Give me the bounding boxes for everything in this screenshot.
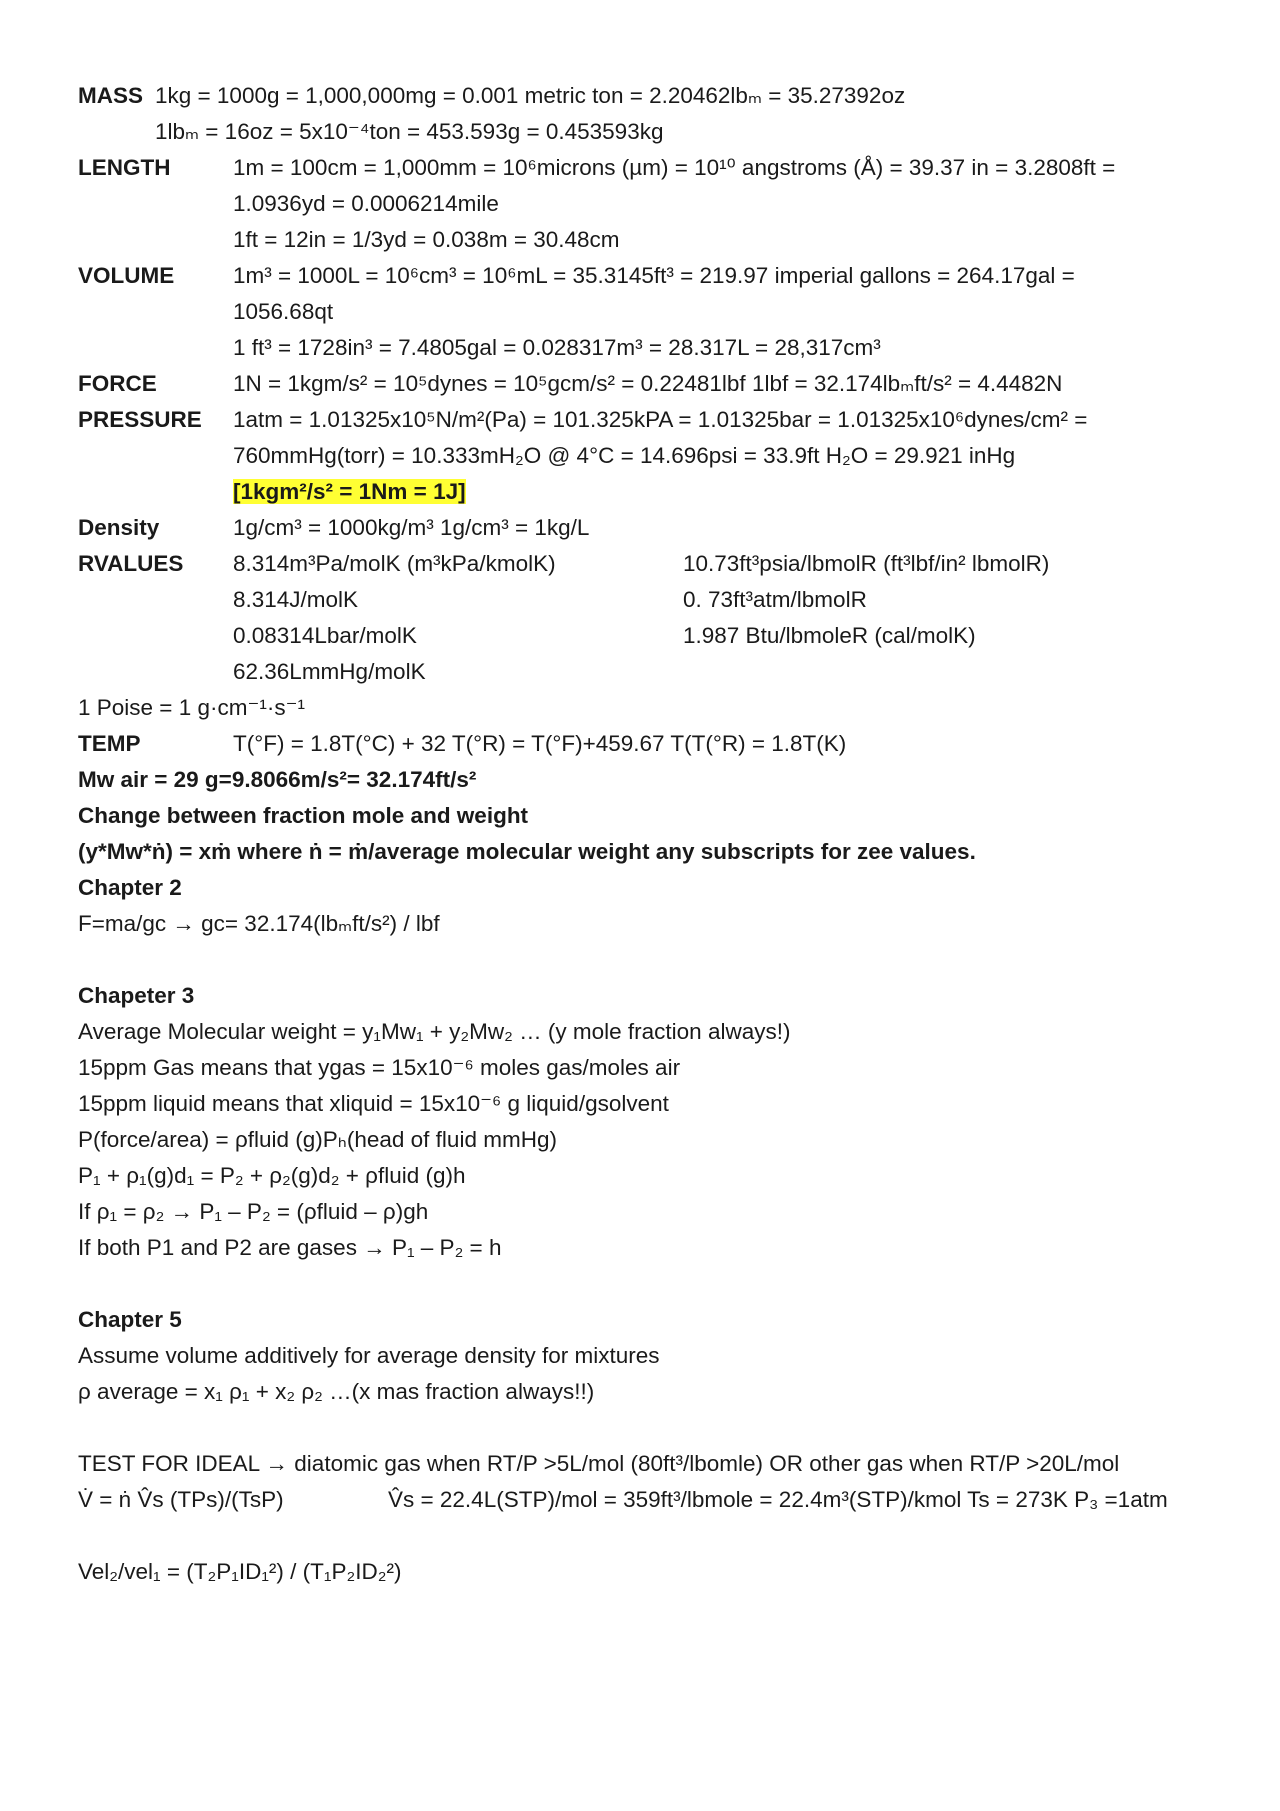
length-label: LENGTH bbox=[78, 155, 171, 180]
mass-line-2: 1lbₘ = 16oz = 5x10⁻⁴ton = 453.593g = 0.453593kg bbox=[155, 119, 664, 144]
volume-label: VOLUME bbox=[78, 263, 175, 288]
volume-line-1: 1m³ = 1000L = 10⁶cm³ = 10⁶mL = 35.3145ft³ = 219.97 imperial gallons = 264.17gal = bbox=[233, 263, 1075, 288]
length-line-1: 1m = 100cm = 1,000mm = 10⁶microns (µm) = 10¹⁰ angstroms (Å) = 39.37 in = 3.2808ft = bbox=[233, 155, 1116, 180]
rvalue-left-4: 62.36LmmHg/molK bbox=[233, 659, 426, 684]
rvalue-left-1: 8.314m³Pa/molK (m³kPa/kmolK) bbox=[233, 551, 556, 576]
change-formula: (y*Mw*ṅ) = xṁ where ṅ = ṁ/average molecular weight any subscripts for zee values. bbox=[78, 839, 976, 864]
mass-line-1: 1kg = 1000g = 1,000,000mg = 0.001 metric ton = 2.20462lbₘ = 35.27392oz bbox=[155, 83, 906, 108]
rvalue-right-1: 10.73ft³psia/lbmolR (ft³lbf/in² lbmolR) bbox=[683, 551, 1050, 576]
chapter5-line-2: ρ average = x₁ ρ₁ + x₂ ρ₂ …(x mas fraction always!!) bbox=[78, 1379, 595, 1404]
chapter3-line-5: P₁ + ρ₁(g)d₁ = P₂ + ρ₂(g)d₂ + ρfluid (g)h bbox=[78, 1163, 466, 1188]
mass-label: MASS bbox=[78, 83, 144, 108]
length-line-2: 1.0936yd = 0.0006214mile bbox=[233, 191, 499, 216]
chapter3-line-2: 15ppm Gas means that ygas = 15x10⁻⁶ moles gas/moles air bbox=[78, 1055, 681, 1080]
chapter3-line-3: 15ppm liquid means that xliquid = 15x10⁻⁶ g liquid/gsolvent bbox=[78, 1091, 669, 1116]
energy-highlight bbox=[233, 474, 466, 510]
change-title: Change between fraction mole and weight bbox=[78, 803, 529, 828]
chapter3-title: Chapeter 3 bbox=[78, 983, 195, 1008]
force-line-1: 1N = 1kgm/s² = 10⁵dynes = 10⁵gcm/s² = 0.22481lbf 1lbf = 32.174lbₘft/s² = 4.4482N bbox=[233, 371, 1063, 396]
mw-air-line: Mw air = 29 g=9.8066m/s²= 32.174ft/s² bbox=[78, 767, 477, 792]
chapter3-line-1: Average Molecular weight = y₁Mw₁ + y₂Mw₂ … (y mole fraction always!) bbox=[78, 1019, 791, 1044]
temp-line-1: T(°F) = 1.8T(°C) + 32 T(°R) = T(°F)+459.67 T(T(°R) = 1.8T(K) bbox=[233, 731, 847, 756]
rvalue-right-3: 1.987 Btu/lbmoleR (cal/molK) bbox=[683, 623, 976, 648]
highlight-text: [1kgm²/s² = 1Nm = 1J] bbox=[233, 479, 466, 504]
ideal-vhat-line: V̂s = 22.4L(STP)/mol = 359ft³/lbmole = 22.4m³(STP)/kmol Ts = 273K P₃ =1atm bbox=[388, 1487, 1168, 1512]
pressure-label: PRESSURE bbox=[78, 407, 202, 432]
chapter3-line-4: P(force/area) = ρfluid (g)Pₕ(head of fluid mmHg) bbox=[78, 1127, 557, 1152]
density-line-1: 1g/cm³ = 1000kg/m³ 1g/cm³ = 1kg/L bbox=[233, 515, 590, 540]
chapter5-line-1: Assume volume additively for average density for mixtures bbox=[78, 1343, 660, 1368]
chapter3-line-6: If ρ₁ = ρ₂ → P₁ – P₂ = (ρfluid – ρ)gh bbox=[78, 1199, 429, 1224]
rvalue-left-3: 0.08314Lbar/molK bbox=[233, 623, 417, 648]
volume-line-2: 1056.68qt bbox=[233, 299, 334, 324]
rvalues-label: RVALUES bbox=[78, 551, 184, 576]
chapter2-title: Chapter 2 bbox=[78, 875, 182, 900]
ideal-test-line: TEST FOR IDEAL → diatomic gas when RT/P >5L/mol (80ft³/lbomle) OR other gas when RT/P >20L/mol bbox=[78, 1451, 1120, 1476]
rvalue-right-2: 0. 73ft³atm/lbmolR bbox=[683, 587, 867, 612]
chapter2-line-1: F=ma/gc → gc= 32.174(lbₘft/s²) / lbf bbox=[78, 911, 440, 936]
rvalue-left-2: 8.314J/molK bbox=[233, 587, 359, 612]
length-line-3: 1ft = 12in = 1/3yd = 0.038m = 30.48cm bbox=[233, 227, 620, 252]
pressure-line-2: 760mmHg(torr) = 10.333mH₂O @ 4°C = 14.696psi = 33.9ft H₂O = 29.921 inHg bbox=[233, 443, 1016, 468]
ideal-vdot-line: V̇ = ṅ V̂s (TPs)/(TsP) bbox=[78, 1487, 284, 1512]
velocity-ratio-line: Vel₂/vel₁ = (T₂P₁ID₁²) / (T₁P₂ID₂²) bbox=[78, 1559, 402, 1584]
density-label: Density bbox=[78, 515, 160, 540]
force-label: FORCE bbox=[78, 371, 157, 396]
pressure-line-1: 1atm = 1.01325x10⁵N/m²(Pa) = 101.325kPA = 1.01325bar = 1.01325x10⁶dynes/cm² = bbox=[233, 407, 1088, 432]
volume-line-3: 1 ft³ = 1728in³ = 7.4805gal = 0.028317m³ = 28.317L = 28,317cm³ bbox=[233, 335, 881, 360]
poise-line: 1 Poise = 1 g·cm⁻¹·s⁻¹ bbox=[78, 695, 305, 720]
chapter3-line-7: If both P1 and P2 are gases → P₁ – P₂ = h bbox=[78, 1235, 502, 1260]
temp-label: TEMP bbox=[78, 731, 141, 756]
chapter5-title: Chapter 5 bbox=[78, 1307, 182, 1332]
